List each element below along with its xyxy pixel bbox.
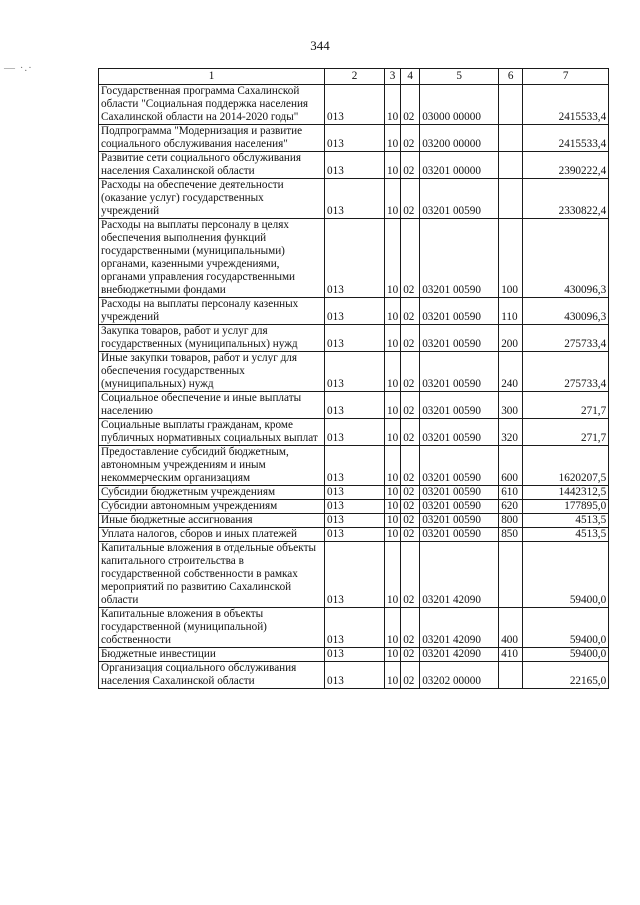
row-code-5: 03201 42090	[420, 542, 499, 608]
row-amount: 177895,0	[523, 500, 609, 514]
row-code-3: 10	[385, 500, 401, 514]
table-row	[99, 446, 609, 486]
row-code-4: 02	[401, 298, 420, 325]
table-row	[99, 514, 609, 528]
row-code-2: 013	[325, 542, 385, 608]
row-name: Расходы на выплаты персоналу в целях обеспечения выполнения функций государственными (муниципальными) органами, казенными учреждениями, органами управления государственными внебюджетными фондами	[99, 219, 325, 298]
row-code-6	[499, 152, 523, 179]
row-code-2: 013	[325, 419, 385, 446]
header-col-3: 3	[385, 69, 401, 85]
row-code-5: 03201 42090	[420, 648, 499, 662]
row-code-3: 10	[385, 325, 401, 352]
row-name: Социальное обеспечение и иные выплаты населению	[99, 392, 325, 419]
row-code-6	[499, 662, 523, 689]
row-code-3: 10	[385, 446, 401, 486]
row-amount: 275733,4	[523, 352, 609, 392]
row-amount: 430096,3	[523, 219, 609, 298]
row-code-2: 013	[325, 486, 385, 500]
page-number: 344	[310, 38, 330, 53]
row-amount: 22165,0	[523, 662, 609, 689]
table-row	[99, 486, 609, 500]
budget-table	[98, 68, 609, 689]
table-row	[99, 325, 609, 352]
row-amount: 2415533,4	[523, 125, 609, 152]
row-code-6: 600	[499, 446, 523, 486]
table-row	[99, 298, 609, 325]
row-code-5: 03000 00000	[420, 85, 499, 125]
row-code-4: 02	[401, 542, 420, 608]
row-code-6: 850	[499, 528, 523, 542]
row-amount: 59400,0	[523, 608, 609, 648]
header-row	[99, 69, 609, 85]
row-code-5: 03201 00590	[420, 500, 499, 514]
header-col-2: 2	[325, 69, 385, 85]
table-row	[99, 85, 609, 125]
header-col-1: 1	[99, 69, 325, 85]
table-row	[99, 500, 609, 514]
row-name: Бюджетные инвестиции	[99, 648, 325, 662]
row-amount: 275733,4	[523, 325, 609, 352]
row-code-3: 10	[385, 352, 401, 392]
row-code-6: 610	[499, 486, 523, 500]
row-code-3: 10	[385, 298, 401, 325]
row-name: Предоставление субсидий бюджетным, автономным учреждениям и иным некоммерческим организациям	[99, 446, 325, 486]
row-name: Капитальные вложения в отдельные объекты капитального строительства в государственной собственности в рамках мероприятий по развитию Сахалинской области	[99, 542, 325, 608]
table-row	[99, 648, 609, 662]
row-code-4: 02	[401, 419, 420, 446]
row-code-5: 03201 00590	[420, 528, 499, 542]
table-row	[99, 528, 609, 542]
row-code-5: 03201 00590	[420, 514, 499, 528]
row-code-3: 10	[385, 648, 401, 662]
row-code-2: 013	[325, 608, 385, 648]
row-code-4: 02	[401, 219, 420, 298]
row-amount: 1620207,5	[523, 446, 609, 486]
header-col-7: 7	[523, 69, 609, 85]
row-name: Иные закупки товаров, работ и услуг для обеспечения государственных (муниципальных) нужд	[99, 352, 325, 392]
row-code-2: 013	[325, 352, 385, 392]
row-name: Развитие сети социального обслуживания населения Сахалинской области	[99, 152, 325, 179]
table-row	[99, 608, 609, 648]
row-code-5: 03201 00590	[420, 392, 499, 419]
row-code-2: 013	[325, 219, 385, 298]
row-code-6	[499, 542, 523, 608]
row-code-3: 10	[385, 85, 401, 125]
table-row	[99, 419, 609, 446]
scan-artifact: — ·.·	[4, 62, 33, 74]
row-code-4: 02	[401, 125, 420, 152]
row-code-6: 300	[499, 392, 523, 419]
row-amount: 1442312,5	[523, 486, 609, 500]
row-name: Расходы на обеспечение деятельности (оказание услуг) государственных учреждений	[99, 179, 325, 219]
table-row	[99, 392, 609, 419]
row-code-5: 03200 00000	[420, 125, 499, 152]
row-code-6: 320	[499, 419, 523, 446]
table-row	[99, 352, 609, 392]
row-code-6: 110	[499, 298, 523, 325]
row-name: Закупка товаров, работ и услуг для государственных (муниципальных) нужд	[99, 325, 325, 352]
row-code-5: 03201 00590	[420, 298, 499, 325]
row-code-4: 02	[401, 514, 420, 528]
row-name: Государственная программа Сахалинской области "Социальная поддержка населения Сахалинской области на 2014-2020 годы"	[99, 85, 325, 125]
table-row	[99, 662, 609, 689]
row-code-2: 013	[325, 85, 385, 125]
row-name: Капитальные вложения в объекты государственной (муниципальной) собственности	[99, 608, 325, 648]
row-code-4: 02	[401, 179, 420, 219]
row-code-5: 03201 00590	[420, 419, 499, 446]
row-code-2: 013	[325, 152, 385, 179]
row-code-2: 013	[325, 662, 385, 689]
row-code-6: 100	[499, 219, 523, 298]
row-name: Субсидии автономным учреждениям	[99, 500, 325, 514]
row-code-3: 10	[385, 179, 401, 219]
row-code-5: 03202 00000	[420, 662, 499, 689]
row-name: Субсидии бюджетным учреждениям	[99, 486, 325, 500]
row-name: Расходы на выплаты персоналу казенных учреждений	[99, 298, 325, 325]
row-code-3: 10	[385, 219, 401, 298]
row-code-3: 10	[385, 419, 401, 446]
row-name: Иные бюджетные ассигнования	[99, 514, 325, 528]
row-amount: 4513,5	[523, 528, 609, 542]
row-code-3: 10	[385, 125, 401, 152]
table-row	[99, 219, 609, 298]
row-code-6	[499, 85, 523, 125]
row-code-2: 013	[325, 500, 385, 514]
row-code-2: 013	[325, 298, 385, 325]
row-code-3: 10	[385, 528, 401, 542]
row-code-5: 03201 00590	[420, 446, 499, 486]
row-code-5: 03201 00590	[420, 352, 499, 392]
row-code-2: 013	[325, 514, 385, 528]
row-amount: 59400,0	[523, 648, 609, 662]
row-code-4: 02	[401, 352, 420, 392]
row-name: Социальные выплаты гражданам, кроме публичных нормативных социальных выплат	[99, 419, 325, 446]
row-code-2: 013	[325, 179, 385, 219]
row-code-4: 02	[401, 152, 420, 179]
row-amount: 59400,0	[523, 542, 609, 608]
header-col-6: 6	[499, 69, 523, 85]
row-code-4: 02	[401, 486, 420, 500]
table-row	[99, 179, 609, 219]
row-code-6	[499, 125, 523, 152]
row-code-6: 200	[499, 325, 523, 352]
table-row	[99, 125, 609, 152]
row-code-4: 02	[401, 500, 420, 514]
row-code-5: 03201 00590	[420, 219, 499, 298]
row-amount: 271,7	[523, 419, 609, 446]
row-amount: 2330822,4	[523, 179, 609, 219]
table-row	[99, 152, 609, 179]
row-code-4: 02	[401, 446, 420, 486]
row-code-3: 10	[385, 514, 401, 528]
row-amount: 2390222,4	[523, 152, 609, 179]
row-code-4: 02	[401, 528, 420, 542]
row-code-6: 620	[499, 500, 523, 514]
row-code-3: 10	[385, 608, 401, 648]
row-name: Подпрограмма "Модернизация и развитие социального обслуживания населения"	[99, 125, 325, 152]
row-code-3: 10	[385, 152, 401, 179]
row-code-5: 03201 00000	[420, 152, 499, 179]
row-code-4: 02	[401, 662, 420, 689]
row-code-4: 02	[401, 608, 420, 648]
row-code-4: 02	[401, 85, 420, 125]
row-amount: 2415533,4	[523, 85, 609, 125]
row-code-6: 410	[499, 648, 523, 662]
row-amount: 271,7	[523, 392, 609, 419]
row-name: Уплата налогов, сборов и иных платежей	[99, 528, 325, 542]
row-code-6: 240	[499, 352, 523, 392]
row-code-6	[499, 179, 523, 219]
row-amount: 430096,3	[523, 298, 609, 325]
row-code-5: 03201 42090	[420, 608, 499, 648]
row-code-2: 013	[325, 446, 385, 486]
row-code-6: 400	[499, 608, 523, 648]
table-row	[99, 542, 609, 608]
row-code-2: 013	[325, 528, 385, 542]
header-col-5: 5	[420, 69, 499, 85]
row-code-6: 800	[499, 514, 523, 528]
row-code-2: 013	[325, 648, 385, 662]
row-code-5: 03201 00590	[420, 179, 499, 219]
row-name: Организация социального обслуживания населения Сахалинской области	[99, 662, 325, 689]
row-code-4: 02	[401, 392, 420, 419]
row-code-2: 013	[325, 325, 385, 352]
row-code-2: 013	[325, 125, 385, 152]
row-code-3: 10	[385, 542, 401, 608]
row-code-5: 03201 00590	[420, 486, 499, 500]
row-amount: 4513,5	[523, 514, 609, 528]
row-code-3: 10	[385, 486, 401, 500]
header-col-4: 4	[401, 69, 420, 85]
row-code-4: 02	[401, 325, 420, 352]
row-code-3: 10	[385, 662, 401, 689]
row-code-5: 03201 00590	[420, 325, 499, 352]
row-code-2: 013	[325, 392, 385, 419]
row-code-4: 02	[401, 648, 420, 662]
row-code-3: 10	[385, 392, 401, 419]
